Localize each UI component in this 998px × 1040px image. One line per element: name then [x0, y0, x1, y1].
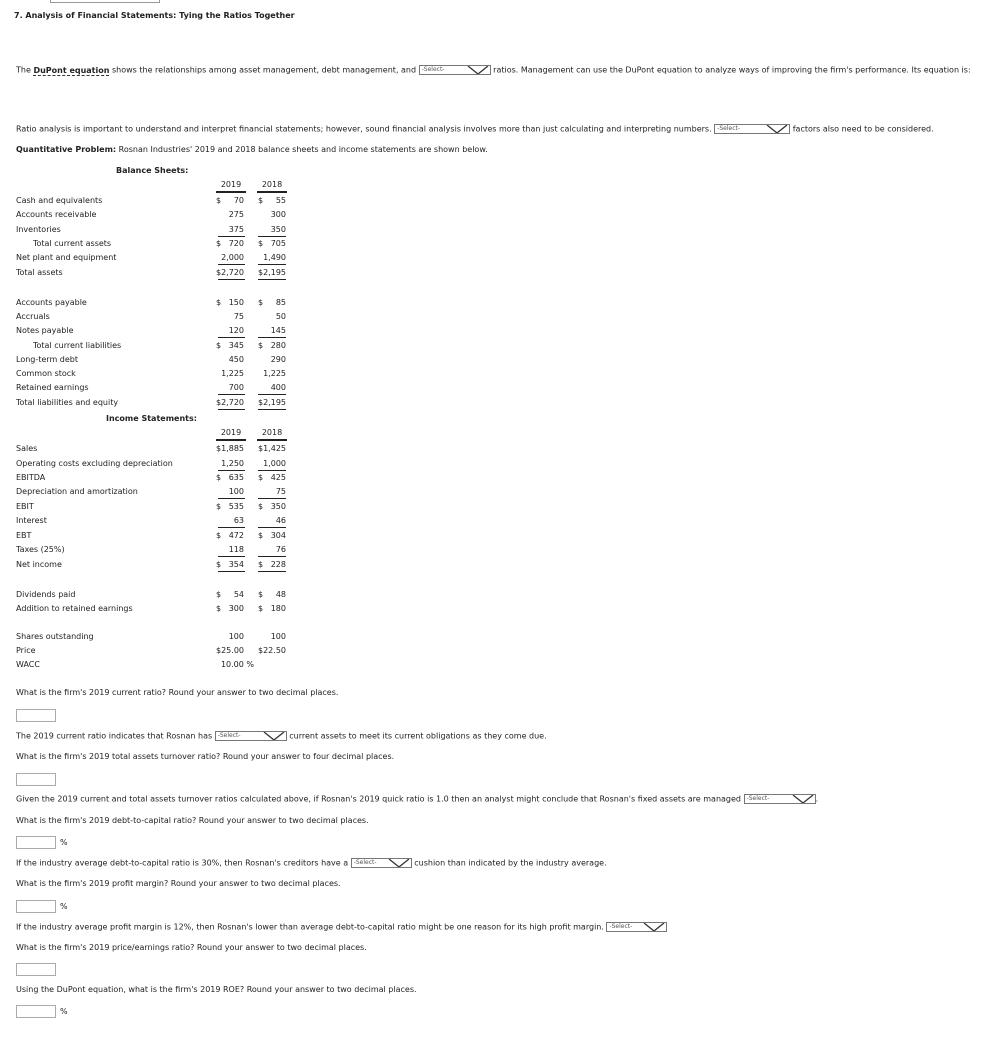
chevron-down-icon: [388, 859, 410, 867]
statement-text: If the industry average debt-to-capital ratio is 30%, then Rosnan's creditors have a: [16, 858, 349, 868]
balance-sheet-heading: Balance Sheets:: [116, 166, 189, 175]
bs-row-label: Net plant and equipment: [16, 253, 117, 262]
chevron-down-icon: [643, 923, 665, 931]
is-row-label: Taxes (25%): [16, 545, 65, 554]
bs-row-label: Total liabilities and equity: [16, 398, 119, 407]
pe-ratio-input[interactable]: [16, 963, 56, 976]
bs-value-2019: 720: [228, 239, 244, 248]
is-value-2019: $1,885: [216, 444, 244, 453]
question-total-assets-turnover: What is the firm's 2019 total assets turnover ratio? Round your answer to four decimal places.: [16, 752, 395, 761]
is-value-2019: 354: [228, 560, 244, 569]
underline: [258, 498, 286, 499]
factors-select[interactable]: [714, 124, 790, 134]
bs-value-2019: 1,225: [221, 369, 244, 378]
is-value-2019: 54: [233, 590, 244, 599]
is-value-2018: 76: [275, 545, 286, 554]
debt-to-capital-input[interactable]: [16, 836, 56, 849]
is-value-2019: 100: [228, 632, 244, 641]
is-year-2019: 2019: [220, 428, 242, 437]
statement-text: The 2019 current ratio indicates that Rosnan has: [16, 731, 213, 741]
bs-row-label: Retained earnings: [16, 383, 89, 392]
bs-row-label: Common stock: [16, 369, 76, 378]
cushion-select[interactable]: [351, 858, 412, 868]
is-value-2019: 472: [228, 531, 244, 540]
is-value-2019: 10.00 %: [220, 660, 254, 669]
bs-value-2019: 275: [228, 210, 244, 219]
dollar-sign: $: [216, 604, 222, 613]
dollar-sign: $: [258, 502, 264, 511]
bs-row-label: Long-term debt: [16, 355, 79, 364]
is-value-2019: 635: [228, 473, 244, 482]
bs-value-2018: 705: [270, 239, 286, 248]
is-row-label: Shares outstanding: [16, 632, 94, 641]
bs-value-2018: 1,490: [263, 253, 286, 262]
bs-value-2018: 145: [270, 326, 286, 335]
statement-text: current assets to meet its current obligations as they come due.: [289, 731, 547, 741]
is-year-2018: 2018: [261, 428, 283, 437]
bs-value-2019: 450: [228, 355, 244, 364]
bs-year-2019: 2019: [220, 180, 242, 189]
dollar-sign: $: [258, 604, 264, 613]
bs-value-2019: 345: [228, 341, 244, 350]
underline: [218, 394, 245, 395]
bs-value-2018: 350: [270, 225, 286, 234]
dollar-sign: $: [258, 341, 264, 350]
bs-value-2018: 1,225: [263, 369, 286, 378]
dollar-sign: $: [216, 531, 222, 540]
is-row-label: Sales: [16, 444, 38, 453]
underline: [258, 527, 286, 528]
qp-text: Rosnan Industries' 2019 and 2018 balance sheets and income statements are shown below.: [118, 145, 488, 154]
roe-input[interactable]: [16, 1005, 56, 1018]
is-value-2019: $25.00: [216, 646, 244, 655]
intro-text: ratios. Management can use the DuPont equation to analyze ways of improving the firm's performance. Its equation is:: [493, 65, 971, 75]
bs-header-rule: [257, 191, 287, 193]
bs-row-label: Total current liabilities: [33, 341, 122, 350]
is-value-2019: 535: [228, 502, 244, 511]
underline: [218, 470, 245, 471]
chevron-down-icon: [766, 125, 788, 133]
intro-text: Ratio analysis is important to understand and interpret financial statements; however, sound financial analysis involves more than just calculating and interpreting numbers.: [16, 124, 712, 134]
statement-fixed-assets: [16, 794, 818, 804]
underline: [218, 498, 245, 499]
underline: [218, 264, 245, 265]
is-value-2019: 100: [228, 487, 244, 496]
dollar-sign: $: [216, 196, 222, 205]
double-underline: [258, 409, 286, 410]
is-value-2018: $1,425: [258, 444, 286, 453]
bs-value-2019: $2,720: [216, 268, 244, 277]
chevron-down-icon: [263, 732, 285, 740]
bs-row-label: Cash and equivalents: [16, 196, 103, 205]
fixed-assets-management-select[interactable]: [744, 794, 816, 804]
question-pe-ratio: What is the firm's 2019 price/earnings ratio? Round your answer to two decimal places.: [16, 943, 367, 952]
question-debt-to-capital: What is the firm's 2019 debt-to-capital ratio? Round your answer to two decimal places.: [16, 816, 369, 825]
question-roe: Using the DuPont equation, what is the firm's 2019 ROE? Round your answer to two decimal places.: [16, 985, 417, 994]
bs-value-2019: 75: [233, 312, 244, 321]
is-row-label: Depreciation and amortization: [16, 487, 138, 496]
double-underline: [218, 409, 245, 410]
profit-margin-reason-select[interactable]: [606, 922, 667, 932]
dollar-sign: $: [258, 196, 264, 205]
select-placeholder: -Select-: [609, 923, 633, 930]
bs-value-2018: 300: [270, 210, 286, 219]
statement-text: cushion than indicated by the industry average.: [414, 858, 607, 868]
dollar-sign: $: [216, 560, 222, 569]
underline: [218, 527, 245, 528]
bs-value-2018: $2,195: [258, 268, 286, 277]
bs-value-2019: 2,000: [221, 253, 244, 262]
dollar-sign: $: [216, 473, 222, 482]
statement-text: .: [815, 794, 819, 804]
underline: [218, 337, 245, 338]
bs-value-2018: 290: [270, 355, 286, 364]
intro-paragraph-2: [16, 124, 934, 134]
percent-unit: %: [60, 1007, 68, 1016]
is-value-2018: 180: [270, 604, 286, 613]
is-value-2018: 350: [270, 502, 286, 511]
bs-row-label: Notes payable: [16, 326, 74, 335]
is-value-2019: 300: [228, 604, 244, 613]
is-row-label: Operating costs excluding depreciation: [16, 459, 173, 468]
dollar-sign: $: [216, 298, 222, 307]
bs-row-label: Accounts payable: [16, 298, 87, 307]
is-value-2018: 75: [275, 487, 286, 496]
underline: [258, 556, 286, 557]
quantitative-problem: [16, 145, 488, 154]
dollar-sign: $: [216, 239, 222, 248]
is-value-2019: 118: [228, 545, 244, 554]
bs-row-label: Total assets: [16, 268, 63, 277]
double-underline: [258, 571, 286, 572]
select-placeholder: -Select-: [421, 66, 445, 73]
percent-unit: %: [60, 838, 68, 847]
bs-value-2019: 70: [233, 196, 244, 205]
chevron-down-icon: [467, 66, 489, 74]
intro-text: factors also need to be considered.: [792, 124, 934, 134]
double-underline: [258, 279, 286, 280]
statement-text: Given the 2019 current and total assets turnover ratios calculated above, if Rosnan's 2019 quick ratio is 1.0 then an analyst might conclude that Rosnan's fixed assets are managed: [16, 794, 742, 804]
dollar-sign: $: [258, 560, 264, 569]
select-placeholder: -Select-: [353, 859, 377, 866]
is-row-label: Interest: [16, 516, 47, 525]
underline: [258, 264, 286, 265]
is-value-2018: 228: [270, 560, 286, 569]
is-header-rule: [216, 439, 246, 441]
bs-value-2019: 375: [228, 225, 244, 234]
qp-label: Quantitative Problem:: [16, 145, 117, 154]
income-statement-heading: Income Statements:: [106, 414, 197, 423]
statement-current-ratio: [16, 731, 547, 741]
dollar-sign: $: [258, 531, 264, 540]
is-row-label: Price: [16, 646, 36, 655]
underline: [258, 470, 286, 471]
underline: [258, 394, 286, 395]
profit-margin-input[interactable]: [16, 900, 56, 913]
bs-value-2019: 150: [228, 298, 244, 307]
intro-paragraph-1: [16, 65, 971, 75]
dollar-sign: $: [216, 502, 222, 511]
dollar-sign: $: [258, 590, 264, 599]
bs-header-rule: [216, 191, 246, 193]
is-row-label: EBT: [16, 531, 32, 540]
double-underline: [218, 279, 245, 280]
bs-row-label: Inventories: [16, 225, 61, 234]
is-value-2018: 100: [270, 632, 286, 641]
is-value-2018: 1,000: [263, 459, 286, 468]
is-row-label: Net income: [16, 560, 62, 569]
page-title: 7. Analysis of Financial Statements: Tying the Ratios Together: [14, 11, 295, 20]
dupont-equation-link[interactable]: DuPont equation: [33, 65, 110, 75]
is-row-label: EBIT: [16, 502, 34, 511]
is-row-label: Addition to retained earnings: [16, 604, 133, 613]
underline: [218, 556, 245, 557]
total-assets-turnover-input[interactable]: [16, 773, 56, 786]
select-placeholder: -Select-: [717, 125, 741, 132]
percent-unit: %: [60, 902, 68, 911]
dollar-sign: $: [216, 341, 222, 350]
bs-value-2019: 700: [228, 383, 244, 392]
current-assets-select[interactable]: [215, 731, 287, 741]
is-row-label: WACC: [16, 660, 40, 669]
bs-value-2018: 280: [270, 341, 286, 350]
statement-profit-margin: [16, 922, 667, 932]
is-row-label: EBITDA: [16, 473, 46, 482]
underline: [258, 337, 286, 338]
bs-value-2018: 85: [275, 298, 286, 307]
bs-row-label: Accruals: [16, 312, 50, 321]
underline: [258, 236, 286, 237]
bs-value-2018: 400: [270, 383, 286, 392]
bs-value-2019: $2,720: [216, 398, 244, 407]
question-profit-margin: What is the firm's 2019 profit margin? Round your answer to two decimal places.: [16, 879, 341, 888]
bs-value-2018: 55: [275, 196, 286, 205]
is-row-label: Dividends paid: [16, 590, 76, 599]
dollar-sign: $: [216, 590, 222, 599]
current-ratio-input[interactable]: [16, 709, 56, 722]
is-value-2019: 63: [233, 516, 244, 525]
is-value-2018: 304: [270, 531, 286, 540]
is-value-2018: 425: [270, 473, 286, 482]
bs-value-2019: 120: [228, 326, 244, 335]
intro-text: The: [16, 65, 31, 75]
is-value-2018: 46: [275, 516, 286, 525]
top-frame-edge: [50, 0, 160, 3]
question-current-ratio: What is the firm's 2019 current ratio? Round your answer to two decimal places.: [16, 688, 339, 697]
statement-creditors-cushion: [16, 858, 607, 868]
bs-row-label: Total current assets: [33, 239, 112, 248]
underline: [218, 236, 245, 237]
select-placeholder: -Select-: [746, 795, 770, 802]
bs-year-2018: 2018: [261, 180, 283, 189]
is-value-2019: 1,250: [221, 459, 244, 468]
dollar-sign: $: [258, 239, 264, 248]
is-value-2018: 48: [275, 590, 286, 599]
bs-row-label: Accounts receivable: [16, 210, 97, 219]
ratio-type-select[interactable]: [419, 65, 491, 75]
is-value-2018: $22.50: [258, 646, 286, 655]
bs-value-2018: 50: [275, 312, 286, 321]
bs-value-2018: $2,195: [258, 398, 286, 407]
select-placeholder: -Select-: [217, 732, 241, 739]
dollar-sign: $: [258, 473, 264, 482]
statement-text: If the industry average profit margin is 12%, then Rosnan's lower than average debt-to-capital ratio might be one reason for its high profit margin.: [16, 922, 604, 932]
double-underline: [218, 571, 245, 572]
intro-text: shows the relationships among asset management, debt management, and: [112, 65, 417, 75]
dollar-sign: $: [258, 298, 264, 307]
is-header-rule: [257, 439, 287, 441]
chevron-down-icon: [792, 795, 814, 803]
